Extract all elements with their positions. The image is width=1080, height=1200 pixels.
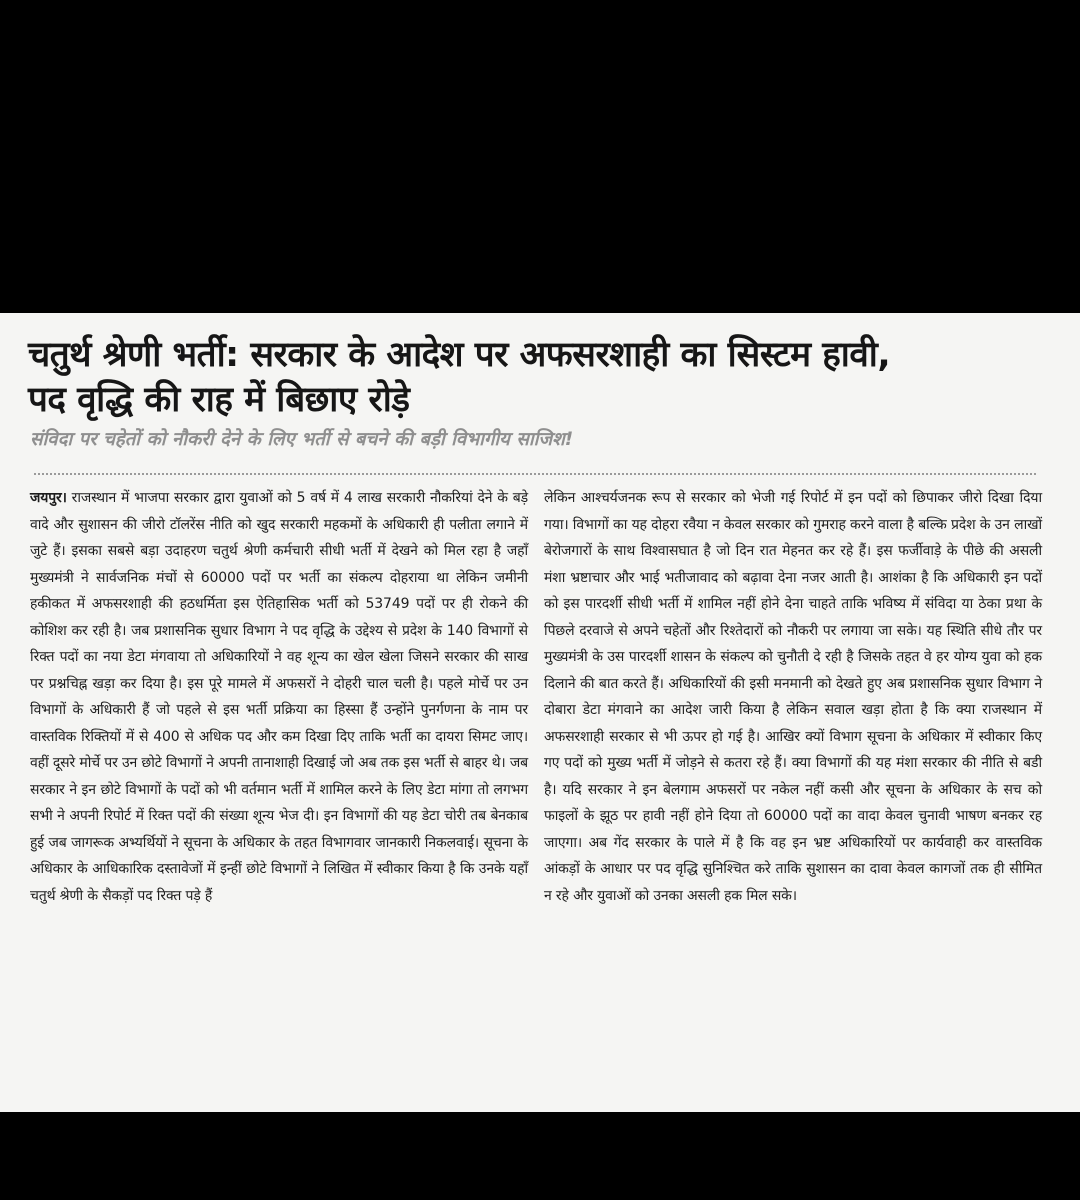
newspaper-clipping [0,313,1080,1112]
left-column-text: राजस्थान में भाजपा सरकार द्वारा युवाओं को 5 वर्ष में 4 लाख सरकारी नौकरियां देने के बड़े वादे और सुशासन की जीरो टॉलरेंस नीति को खुद सरकारी महकमों के अधिकारी ही पलीता लगाने में जुटे हैं। इसका सबसे बड़ा उदाहरण चतुर्थ श्रेणी कर्मचारी सीधी भर्ती में देखने को मिल रहा है जहाँ मुख्यमंत्री ने सार्वजनिक मंचों से 60000 पदों पर भर्ती का संकल्प दोहराया था लेकिन जमीनी हकीकत में अफसरशाही की हठधर्मिता इस ऐतिहासिक भर्ती को 53749 पदों पर ही रोकने की कोशिश कर रही है। जब प्रशासनिक सुधार विभाग ने पद वृद्धि के उद्देश्य से प्रदेश के 140 विभागों से रिक्त पदों का नया डेटा मंगवाया तो अधिकारियों ने वह शून्य का खेल खेला जिसने सरकार की साख पर प्रश्नचिह्न खड़ा कर दिया है। इस पूरे मामले में अफसरों ने दोहरी चाल चली है। पहले मोर्चे पर उन विभागों के अधिकारी हैं जो पहले से इस भर्ती प्रक्रिया का हिस्सा हैं उन्होंने पुनर्गणना के नाम पर वास्तविक रिक्तियों में से 400 से अधिक पद और कम दिखा दिए ताकि भर्ती का दायरा सिमट जाए। वहीं दूसरे मोर्चे पर उन छोटे विभागों ने अपनी तानाशाही दिखाई जो अब तक इस भर्ती से बाहर थे। जब सरकार ने इन छोटे विभागों के पदों को भी वर्तमान भर्ती में शामिल करने के लिए डेटा मांगा तो लगभग सभी ने अपनी रिपोर्ट में रिक्त पदों की संख्या शून्य भेज दी। इन विभागों की यह डेटा चोरी तब बेनकाब हुई जब जागरूक अभ्यर्थियों ने सूचना के अधिकार के तहत विभागवार जानकारी निकलवाई। सूचना के अधिकार के आधिकारिक दस्तावेजों में इन्हीं छोटे विभागों ने लिखित में स्वीकार किया है कि उनके यहाँ चतुर्थ श्रेणी के सैकड़ों पद रिक्त पड़े हैं [30,490,528,904]
headline-line-1: चतुर्थ श्रेणी भर्ती: सरकार के आदेश पर अफसरशाही का सिस्टम हावी, [28,335,891,375]
subheadline: संविदा पर चहेतों को नौकरी देने के लिए भर्ती से बचने की बड़ी विभागीय साजिश! [30,429,574,450]
article-column-left [30,485,528,909]
dotted-divider [34,473,1036,475]
right-column-text: लेकिन आश्चर्यजनक रूप से सरकार को भेजी गई रिपोर्ट में इन पदों को छिपाकर जीरो दिखा दिया गया। विभागों का यह दोहरा रवैया न केवल सरकार को गुमराह करने वाला है बल्कि प्रदेश के उन लाखों बेरोजगारों के साथ विश्वासघात है जो दिन रात मेहनत कर रहे हैं। इस फर्जीवाड़े के पीछे की असली मंशा भ्रष्टाचार और भाई भतीजावाद को बढ़ावा देना नजर आती है। आशंका है कि अधिकारी इन पदों को इस पारदर्शी सीधी भर्ती में शामिल नहीं होने देना चाहते ताकि भविष्य में संविदा या ठेका प्रथा के पिछले दरवाजे से अपने चहेतों और रिश्तेदारों को नौकरी पर लगाया जा सके। यह स्थिति सीधे तौर पर मुख्यमंत्री के उस पारदर्शी शासन के संकल्प को चुनौती दे रही है जिसके तहत वे हर योग्य युवा को हक दिलाने की बात करते हैं। अधिकारियों की इसी मनमानी को देखते हुए अब प्रशासनिक सुधार विभाग ने दोबारा डेटा मंगवाने का आदेश जारी किया है लेकिन सवाल खड़ा होता है कि क्या राजस्थान में अफसरशाही सरकार से भी ऊपर हो गई है। आखिर क्यों विभाग सूचना के अधिकार में स्वीकार किए गए पदों को मुख्य भर्ती में जोड़ने से कतरा रहे हैं। क्या विभागों की यह मंशा सरकार की नीति से बडी है। यदि सरकार ने इन बेलगाम अफसरों पर नकेल नहीं कसी और सूचना के अधिकार के सच को फाइलों के झूठ पर हावी नहीं होने दिया तो 60000 पदों का वादा केवल चुनावी भाषण बनकर रह जाएगा। अब गेंद सरकार के पाले में है कि वह इन भ्रष्ट अधिकारियों पर कार्यवाही कर वास्तविक आंकड़ों के आधार पर पद वृद्धि सुनिश्चित करे ताकि सुशासन का दावा केवल कागजों तक ही सीमित न रहे और युवाओं को उनका असली हक मिल सके। [544,490,1042,904]
article-column-right [544,485,1042,909]
dateline: जयपुर। [30,490,67,506]
headline-line-2: पद वृद्धि की राह में बिछाए रोड़े [28,380,410,420]
article-body [28,485,1042,909]
headline [28,333,1042,423]
